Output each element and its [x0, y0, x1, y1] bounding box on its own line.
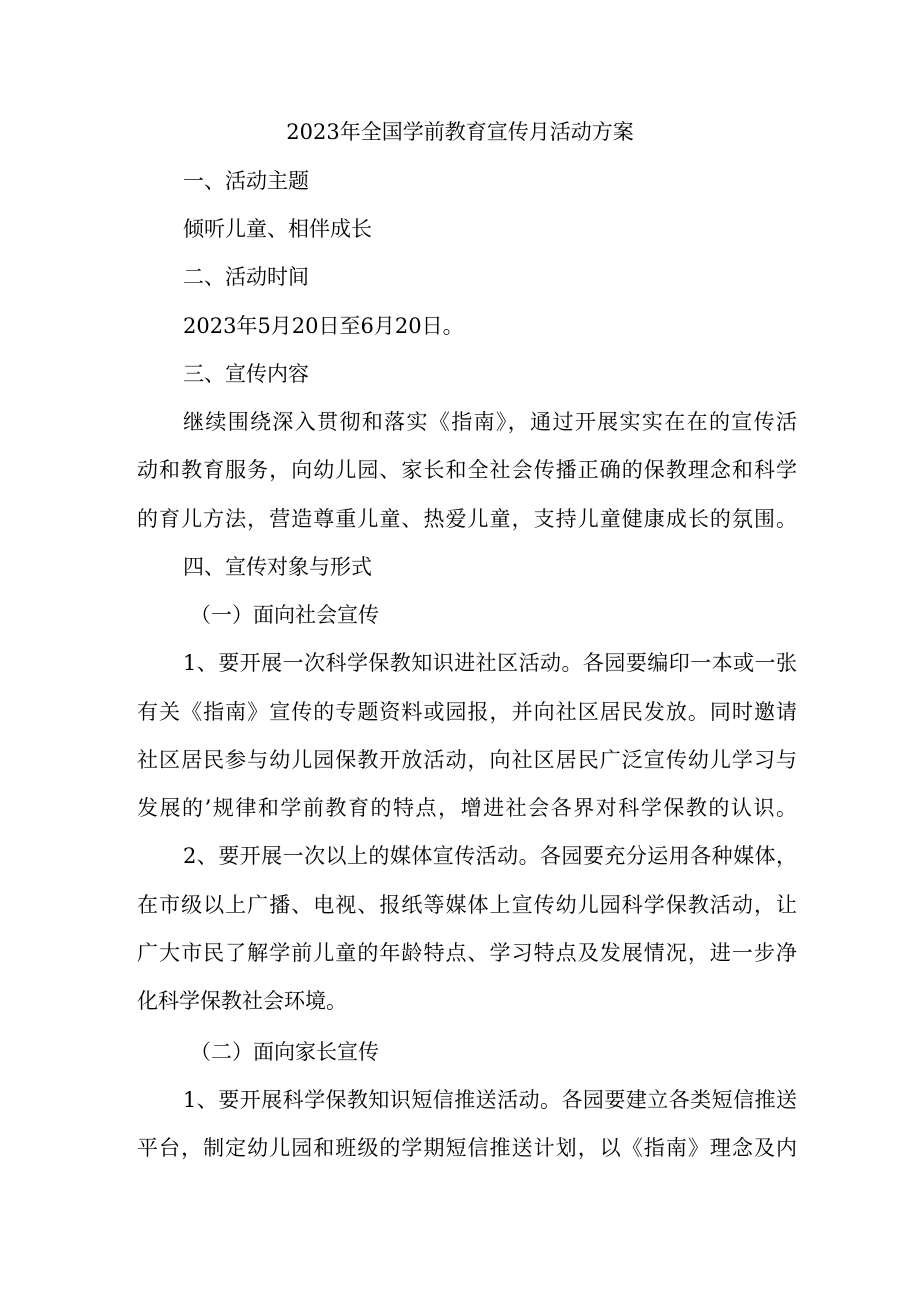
- content-paragraph-line: 继续围绕深入贯彻和落实《指南》，通过开展实实在在的宣传活: [183, 410, 797, 434]
- section-heading-audience: 四、宣传对象与形式: [183, 555, 372, 579]
- document-title: 2023年全国学前教育宣传月活动方案: [286, 120, 634, 144]
- time-text: 2023年5月20日至6月20日。: [183, 314, 464, 338]
- society-item-2-line: 2、要开展一次以上的媒体宣传活动。各园要充分运用各种媒体，: [183, 844, 797, 868]
- section-heading-time: 二、活动时间: [183, 265, 309, 289]
- subsection-heading-society: （一）面向社会宣传: [190, 603, 379, 627]
- section-heading-content: 三、宣传内容: [183, 362, 309, 386]
- society-item-2-line: 在市级以上广播、电视、报纸等媒体上宣传幼儿园科学保教活动，让: [137, 893, 797, 917]
- content-paragraph-line: 动和教育服务，向幼儿园、家长和全社会传播正确的保教理念和科学: [137, 458, 797, 482]
- parents-item-1-line: 平台，制定幼儿园和班级的学期短信推送计划，以《指南》理念及内: [137, 1136, 797, 1160]
- society-item-2-line: 广大市民了解学前儿童的年龄特点、学习特点及发展情况，进一步净: [137, 941, 797, 965]
- parents-item-1-line: 1、要开展科学保教知识短信推送活动。各园要建立各类短信推送: [183, 1088, 797, 1112]
- society-item-1-line: 1、要开展一次科学保教知识进社区活动。各园要编印一本或一张: [183, 651, 797, 675]
- society-item-1-line: 发展的’规律和学前教育的特点，增进社会各界对科学保教的认识。: [137, 796, 797, 820]
- society-item-2-line: 化科学保教社会环境。: [137, 989, 347, 1013]
- subsection-heading-parents: （二）面向家长宣传: [190, 1040, 379, 1064]
- theme-text: 倾听儿童、相伴成长: [183, 217, 372, 241]
- society-item-1-line: 有关《指南》宣传的专题资料或园报，并向社区居民发放。同时邀请: [137, 700, 797, 724]
- content-paragraph-line: 的育儿方法，营造尊重儿童、热爱儿童，支持儿童健康成长的氛围。: [137, 507, 797, 531]
- society-item-1-line: 社区居民参与幼儿园保教开放活动，向社区居民广泛宣传幼儿学习与: [137, 748, 797, 772]
- section-heading-theme: 一、活动主题: [183, 169, 309, 193]
